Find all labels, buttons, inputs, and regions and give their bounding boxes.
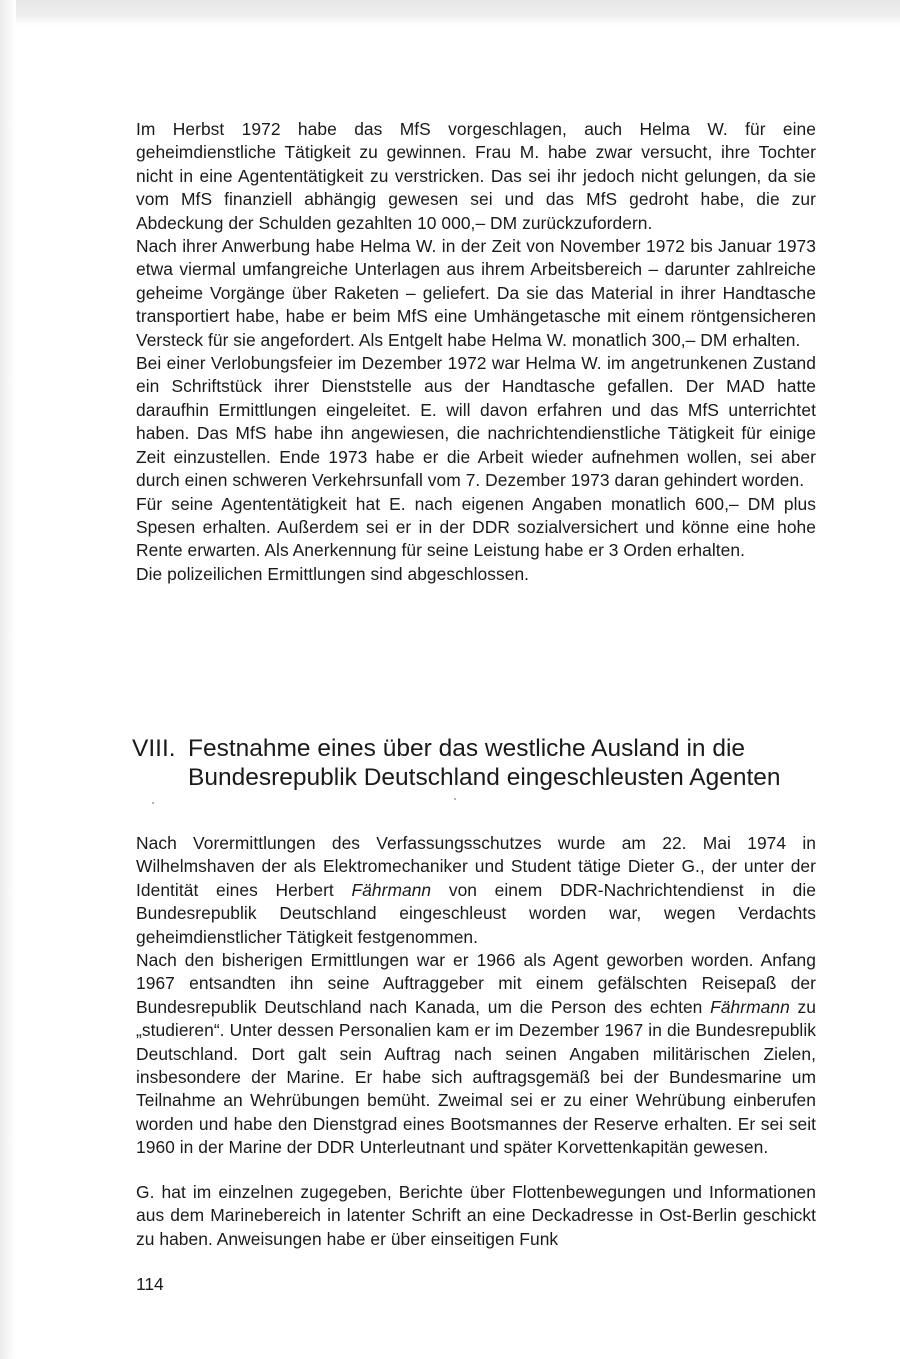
section-case-g: [136, 832, 816, 1160]
chapter-number: VIII.: [132, 735, 176, 762]
paragraph: [136, 832, 816, 949]
paragraph: Im Herbst 1972 habe das MfS vorgeschlagen, auch Helma W. für eine geheimdienstliche Tätigkeit zu gewinnen. Frau M. habe zwar versucht, ihre Tochter nicht in eine Agententätigkeit zu verstricken. Das sei ihr jedoch nicht gelungen, da sie vom MfS finanziell abhängig gewesen sei und das MfS gedroht habe, die zur Abdeckung der Schulden gezahlten 10 000,– DM zurückzufordern.: [136, 119, 816, 233]
section-case-e: [136, 118, 816, 586]
paragraph: Nach ihrer Anwerbung habe Helma W. in der Zeit von November 1972 bis Januar 1973 etwa viermal umfangreiche Unterlagen aus ihrem Arbeitsbereich – darunter zahlreiche geheime Vorgänge über Raketen – geliefert. Da sie das Material in ihrer Handtasche transportiert habe, habe er beim MfS eine Umhängetasche mit einem röntgensicheren Versteck für sie angefordert. Als Entgelt habe Helma W. monatlich 300,– DM erhalten.: [136, 236, 816, 350]
scan-speck: [454, 798, 456, 800]
italic-name: Fährmann: [710, 996, 790, 1017]
section-case-g-continued: [136, 1181, 816, 1251]
paragraph: Bei einer Verlobungsfeier im Dezember 1972 war Helma W. im angetrunkenen Zustand ein Schriftstück ihrer Dienststelle aus der Handtasche gefallen. Der MAD hatte daraufhin Ermittlungen eingeleitet. E. will davon erfahren und das MfS unterrichtet haben. Das MfS habe ihn angewiesen, die nachrichtendienstliche Tätigkeit für einige Zeit einzustellen. Ende 1973 habe er die Arbeit wieder aufnehmen wollen, sei aber durch einen schweren Verkehrsunfall vom 7. Dezember 1973 daran gehindert worden.: [136, 353, 816, 491]
scan-speck: [152, 802, 154, 804]
page-left-shadow: [0, 0, 16, 1359]
text-run: von einem DDR-Nachrichtendienst in die Bundesrepublik Deutschland eingeschleust worden war, wegen Verdachts geheimdienstlicher Tätigkeit festgenommen.: [136, 879, 816, 947]
text-run: Nach den bisherigen Ermittlungen war er 1966 als Agent geworben worden. Anfang 1967 entsandten ihn seine Auftraggeber mit einem gefälschten Reisepaß der Bundesrepublik Deutschland nach Kanada, um die Person des echten: [136, 950, 816, 1017]
paragraph: Für seine Agententätigkeit hat E. nach eigenen Angaben monatlich 600,– DM plus Spesen erhalten. Außerdem sei er in der DDR sozialversichert und könne eine hohe Rente erwarten. Als Anerkennung für seine Leistung habe er 3 Orden erhalten.: [136, 493, 816, 561]
text-run: zu „studieren“. Unter dessen Personalien kam er im Dezember 1967 in die Bundesrepublik Deutschland. Dort galt sein Auftrag nach seinen Angaben militärischen Zielen, insbesondere der Marine. Er habe sich auftragsgemäß bei der Bundesmarine um Teilnahme an Wehrübungen bemüht. Zweimal sei er zu einer Wehrübung einberufen worden und habe den Dienstgrad eines Bootsmannes der Reserve erhalten. Er sei seit 1960 in der Marine der DDR Unterleutnant und später Korvettenkapitän gewesen.: [136, 996, 816, 1158]
page-number: 114: [136, 1274, 164, 1294]
paragraph: G. hat im einzelnen zugegeben, Berichte über Flottenbewegungen und Informationen aus dem Marinebereich in latenter Schrift an eine Deckadresse in Ost-Berlin geschickt zu haben. Anweisungen habe er über einseitigen Funk: [136, 1182, 816, 1249]
italic-name: Fährmann: [351, 879, 432, 900]
paragraph: [136, 949, 816, 1160]
page-top-shadow: [0, 0, 900, 26]
chapter-heading: [132, 734, 832, 792]
scan-specks: [136, 798, 816, 806]
paragraph: Die polizeilichen Ermittlungen sind abgeschlossen.: [136, 563, 530, 584]
text-run: Nach Vorermittlungen des Verfassungsschutzes wurde am 22. Mai 1974 in Wilhelmshaven der als Elektromechaniker und Student tätige Dieter G., der unter der Identität eines Herbert: [136, 833, 816, 900]
chapter-title-line-1: Festnahme eines über das westliche Ausland in die: [188, 735, 746, 762]
chapter-title-line-2: Bundesrepublik Deutschland eingeschleusten Agenten: [188, 764, 781, 791]
